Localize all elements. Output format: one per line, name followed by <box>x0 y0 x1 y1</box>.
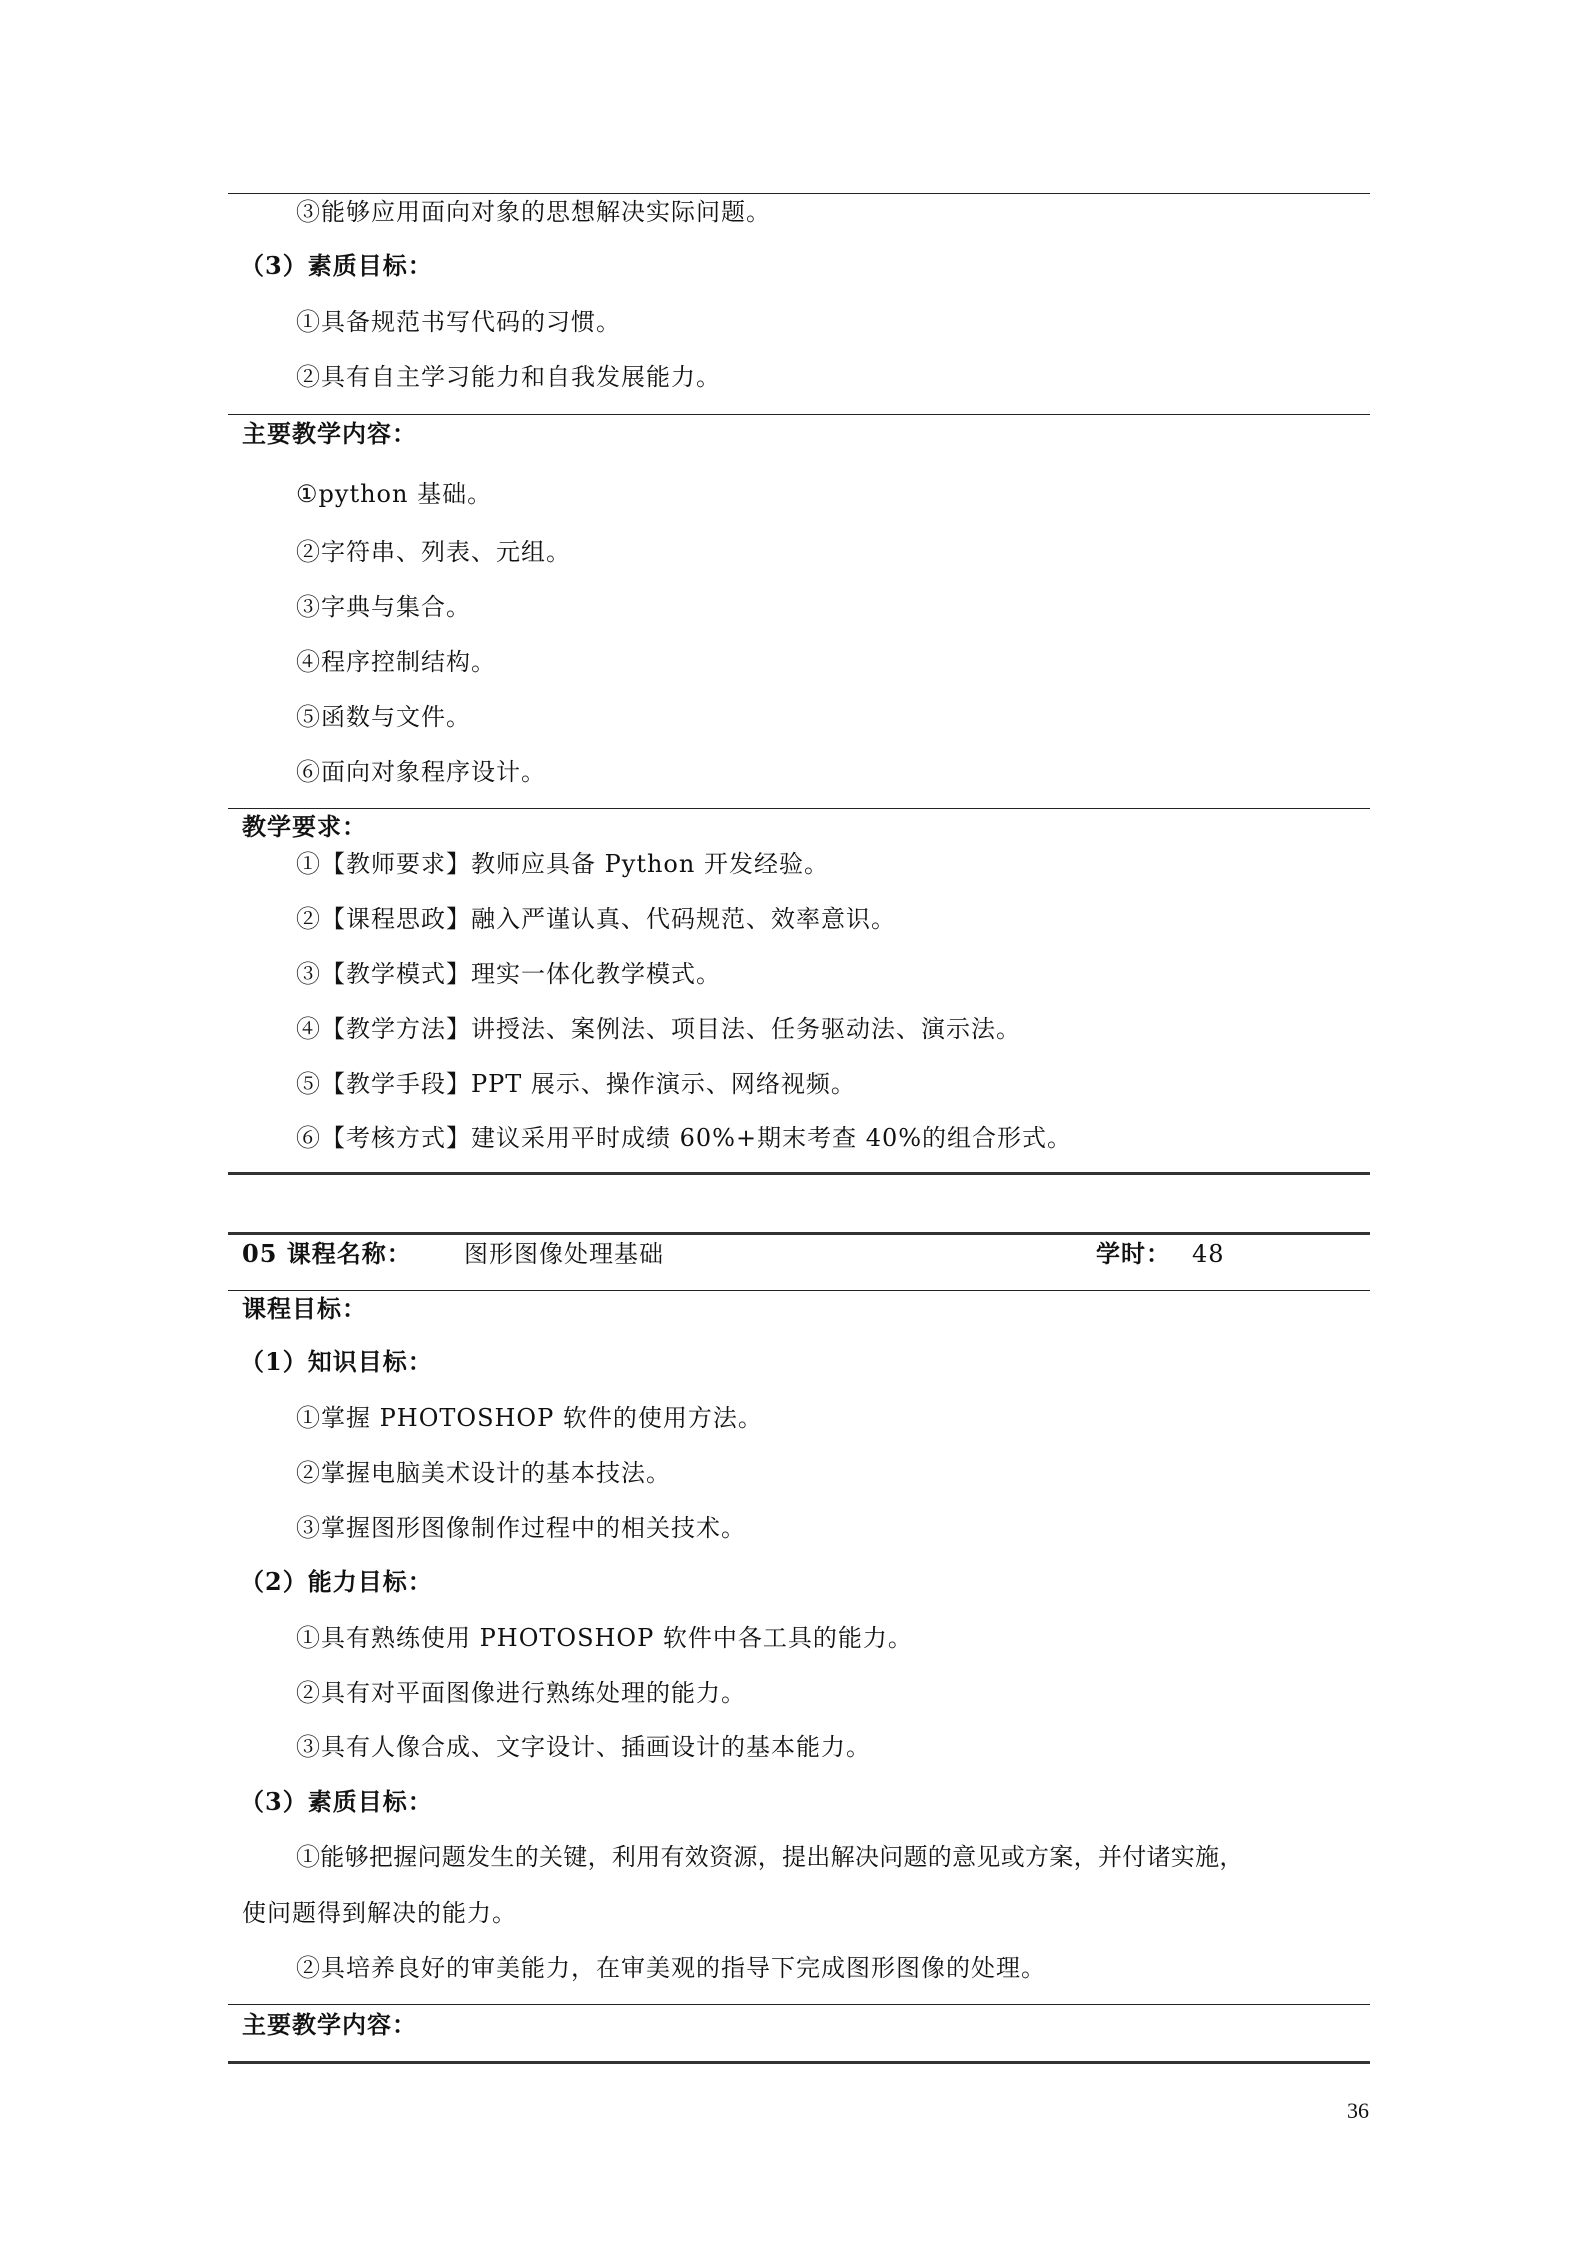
course-goal-heading: 课程目标： <box>242 1294 367 1323</box>
content-item: ③字典与集合。 <box>296 593 471 621</box>
course-name: 图形图像处理基础 <box>464 1240 664 1268</box>
table-rule <box>228 414 1370 415</box>
hours-label: 学时： <box>1096 1239 1171 1268</box>
content-item: ①python 基础。 <box>296 480 493 508</box>
requirements-heading: 教学要求： <box>242 812 367 841</box>
requirement-item: ③【教学模式】理实一体化教学模式。 <box>296 960 721 988</box>
quality-item: ②具培养良好的审美能力，在审美观的指导下完成图形图像的处理。 <box>296 1954 1046 1982</box>
knowledge-goal-heading: （1）知识目标： <box>240 1347 433 1376</box>
course-name-label: 05 课程名称： <box>242 1239 412 1268</box>
page-number: 36 <box>1347 2098 1369 2123</box>
requirement-item: ⑥【考核方式】建议采用平时成绩 60%+期末考查 40%的组合形式。 <box>296 1124 1073 1152</box>
ability-item: ③具有人像合成、文字设计、插画设计的基本能力。 <box>296 1733 871 1761</box>
table-top-rule <box>228 1232 1370 1235</box>
ability-item: ②具有对平面图像进行熟练处理的能力。 <box>296 1679 746 1707</box>
ability-item: ①具有熟练使用 PHOTOSHOP 软件中各工具的能力。 <box>296 1624 913 1652</box>
hours-value: 48 <box>1192 1240 1225 1268</box>
knowledge-item: ③掌握图形图像制作过程中的相关技术。 <box>296 1514 746 1542</box>
content-heading: 主要教学内容： <box>242 419 417 448</box>
table-rule <box>228 2004 1370 2005</box>
ability-goal-heading: （2）能力目标： <box>240 1567 433 1596</box>
table-bottom-rule <box>228 2061 1370 2064</box>
skill-item: ③能够应用面向对象的思想解决实际问题。 <box>296 198 771 226</box>
knowledge-item: ①掌握 PHOTOSHOP 软件的使用方法。 <box>296 1404 763 1432</box>
content-heading: 主要教学内容： <box>242 2010 417 2039</box>
table-rule <box>228 193 1370 194</box>
quality-goal-heading: （3）素质目标： <box>240 1787 433 1816</box>
content-item: ④程序控制结构。 <box>296 648 496 676</box>
quality-item: ①能够把握问题发生的关键，利用有效资源，提出解决问题的意见或方案，并付诸实施， <box>296 1843 1244 1871</box>
requirement-item: ⑤【教学手段】PPT 展示、操作演示、网络视频。 <box>296 1070 856 1098</box>
requirement-item: ①【教师要求】教师应具备 Python 开发经验。 <box>296 850 829 878</box>
knowledge-item: ②掌握电脑美术设计的基本技法。 <box>296 1459 671 1487</box>
quality-item: ①具备规范书写代码的习惯。 <box>296 308 621 336</box>
quality-goal-heading: （3）素质目标： <box>240 251 433 280</box>
requirement-item: ②【课程思政】融入严谨认真、代码规范、效率意识。 <box>296 905 896 933</box>
quality-item: ②具有自主学习能力和自我发展能力。 <box>296 363 721 391</box>
requirement-item: ④【教学方法】讲授法、案例法、项目法、任务驱动法、演示法。 <box>296 1015 1021 1043</box>
content-item: ⑥面向对象程序设计。 <box>296 758 546 786</box>
table-bottom-rule <box>228 1172 1370 1175</box>
content-item: ⑤函数与文件。 <box>296 703 471 731</box>
content-item: ②字符串、列表、元组。 <box>296 538 571 566</box>
table-rule <box>228 808 1370 809</box>
quality-item-continued: 使问题得到解决的能力。 <box>242 1899 517 1927</box>
table-rule <box>228 1290 1370 1291</box>
